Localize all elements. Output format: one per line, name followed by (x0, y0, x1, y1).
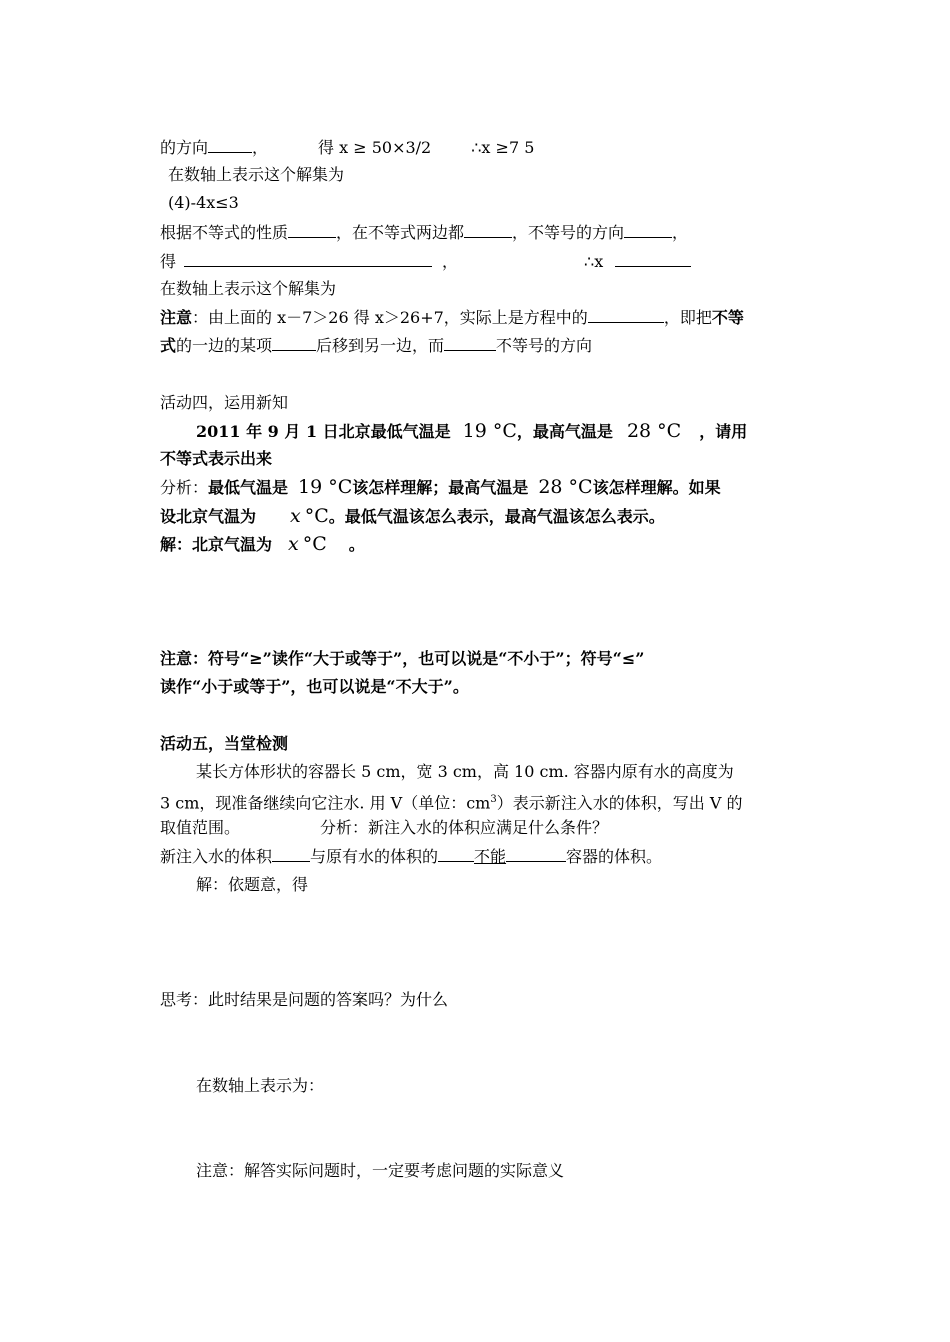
activity-5-condition (160, 845, 662, 868)
text: 设北京气温为 (160, 507, 257, 526)
superscript: 3 (490, 794, 497, 805)
note-symbols-cont: 读作“小于或等于”，也可以说是“不大于”。 (160, 677, 469, 696)
text: 取值范围。 (160, 818, 241, 837)
text: ，即把 (663, 308, 712, 327)
text: ， (442, 252, 459, 271)
text: 的一边的某项 (176, 336, 273, 355)
text: 容器的体积。 (566, 847, 663, 866)
activity-5-problem: 某长方体形状的容器长 5 cm，宽 3 cm，高 10 cm. 容器内原有水的高度为 (196, 762, 734, 781)
text: ， (672, 223, 689, 242)
activity-4-problem-cont: 不等式表示出来 (160, 449, 273, 468)
text: ：由上面的 x－7＞26 得 x＞26+7，实际上是方程中的 (192, 308, 588, 327)
underlined-text: 不能 (474, 847, 507, 866)
answer-blank (464, 221, 512, 238)
analysis-label: 分析： (160, 478, 209, 497)
text: 分析：新注入水的体积应满足什么条件？ (320, 818, 609, 837)
text: ∴x ≥7 5 (471, 138, 535, 157)
temperature-low: 19 °C (298, 476, 353, 498)
text: 的方向 (160, 138, 209, 157)
variable-x: x (288, 533, 299, 555)
answer-blank (208, 136, 252, 153)
text: ，在不等式两边都 (336, 223, 465, 242)
text: 该怎样理解；最高气温是 (352, 478, 529, 497)
unit-celsius: °C (304, 505, 329, 527)
note-1-cont (160, 334, 592, 357)
line-direction (160, 136, 534, 159)
text: 3 cm，现准备继续向它注水. 用 V（单位：cm (160, 793, 491, 813)
text: 后移到另一边，而 (316, 336, 445, 355)
answer-blank (506, 845, 566, 862)
activity-5-solution: 解：依题意，得 (196, 875, 309, 894)
text: 不等 (711, 308, 744, 327)
text: 新注入水的体积 (160, 847, 273, 866)
note-symbols: 注意：符号“≥”读作“大于或等于”，也可以说是“不小于”；符号“≤” (160, 649, 645, 668)
line-result (160, 250, 691, 273)
text: 得 (160, 252, 177, 271)
solution (160, 533, 365, 556)
text: 该怎样理解。如果 (592, 478, 721, 497)
text: ∴x (584, 252, 604, 271)
activity-5-range (160, 817, 608, 839)
temperature-high: 28 °C (538, 476, 593, 498)
answer-blank (624, 221, 672, 238)
answer-blank (615, 250, 691, 267)
answer-blank (184, 250, 432, 267)
numberline-prompt: 在数轴上表示为： (196, 1076, 325, 1095)
think-question: 思考：此时结果是问题的答案吗？为什么 (160, 990, 449, 1009)
answer-blank (272, 334, 316, 351)
analysis (160, 476, 721, 499)
answer-blank (438, 845, 474, 862)
note-label: 注意 (160, 308, 193, 327)
activity-5-title: 活动五，当堂检测 (160, 734, 289, 753)
text: 与原有水的体积的 (310, 847, 439, 866)
line-numberline-1: 在数轴上表示这个解集为 (168, 165, 345, 184)
activity-5-problem-cont (160, 789, 742, 814)
problem-4: (4)-4x≤3 (168, 193, 239, 212)
unit-celsius: °C (302, 533, 327, 555)
temperature-high: 28 °C (626, 420, 682, 442)
text: ）表示新注入水的体积，写出 V 的 (496, 793, 743, 813)
answer-blank (444, 334, 496, 351)
text: 。最低气温该怎么表示，最高气温该怎么表示。 (328, 507, 665, 526)
answer-blank (272, 845, 310, 862)
text: 2011 年 9 月 1 日北京最低气温是 (196, 422, 451, 441)
text: ，不等号的方向 (512, 223, 625, 242)
text: 根据不等式的性质 (160, 223, 289, 242)
final-note: 注意：解答实际问题时，一定要考虑问题的实际意义 (196, 1161, 565, 1180)
answer-blank (288, 221, 336, 238)
text: ， (252, 138, 269, 157)
temperature-low: 19 °C (462, 420, 517, 442)
note-1 (160, 306, 744, 329)
activity-4-problem (196, 420, 747, 443)
analysis-cont (160, 505, 665, 528)
text: 最低气温是 (208, 478, 289, 497)
variable-x: x (290, 505, 301, 527)
text: 。 (348, 535, 365, 554)
text: ，请用 (699, 422, 748, 441)
text: ，最高气温是 (516, 422, 613, 441)
line-property (160, 221, 688, 244)
answer-blank (588, 306, 664, 323)
text: 解：北京气温为 (160, 535, 273, 554)
text: 式 (160, 336, 177, 355)
activity-4-title: 活动四，运用新知 (160, 393, 289, 412)
text: 得 x ≥ 50×3/2 (318, 138, 432, 157)
text: 不等号的方向 (496, 336, 593, 355)
line-numberline-2: 在数轴上表示这个解集为 (160, 279, 337, 298)
